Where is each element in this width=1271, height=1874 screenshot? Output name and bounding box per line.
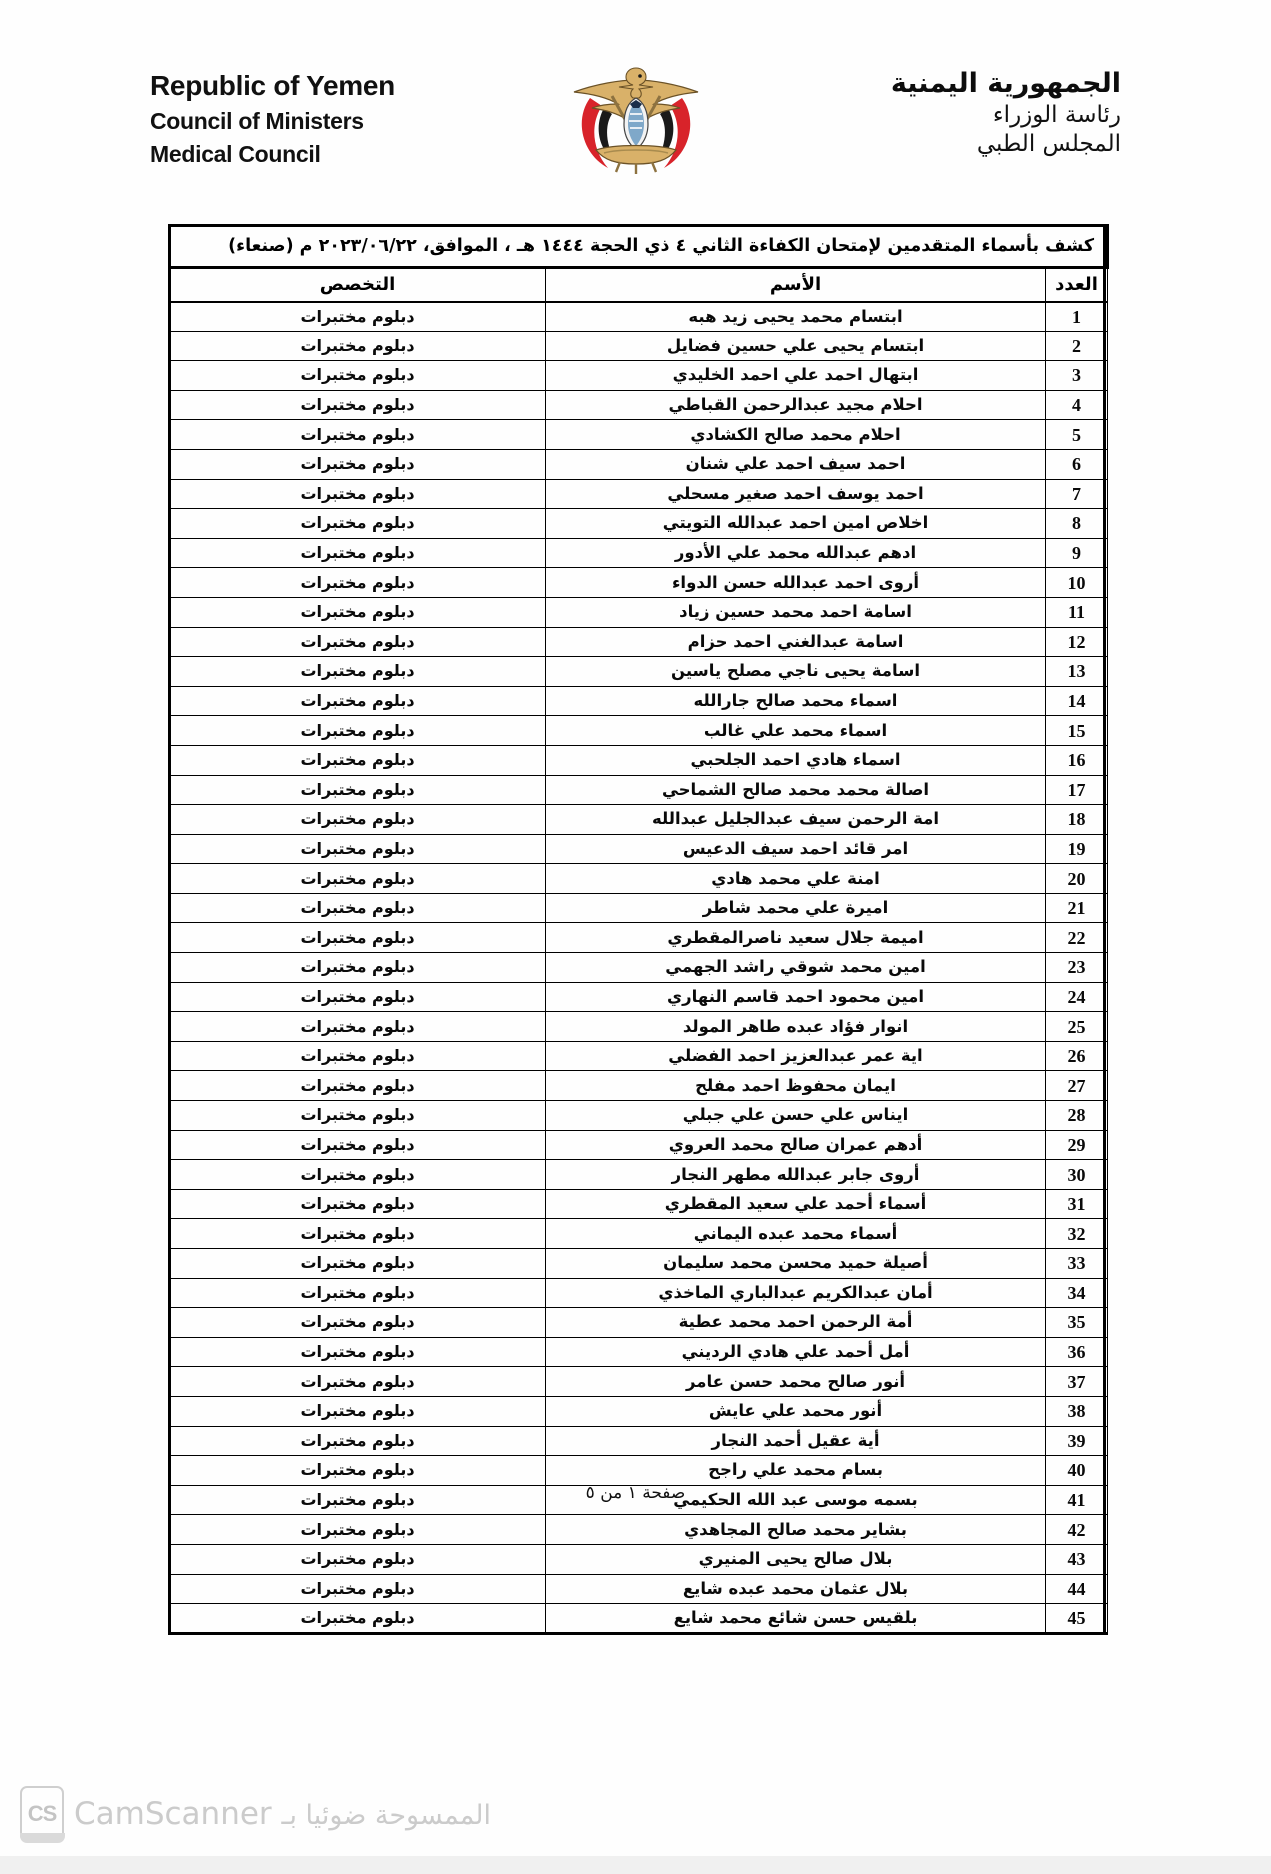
cell-number: 42 [1046, 1515, 1108, 1545]
cell-candidate-name: أدهم عمران صالح محمد العروي [546, 1130, 1046, 1160]
cell-candidate-name: اصالة محمد محمد صالح الشماحي [546, 775, 1046, 805]
cell-number: 41 [1046, 1485, 1108, 1515]
cell-specialization: دبلوم مختبرات [170, 1278, 546, 1308]
cell-number: 5 [1046, 420, 1108, 450]
cell-candidate-name: اسامة يحيى ناجي مصلح ياسين [546, 657, 1046, 687]
table-row [170, 834, 1108, 864]
cell-candidate-name: أية عقيل أحمد النجار [546, 1426, 1046, 1456]
table-row [170, 1396, 1108, 1426]
cell-candidate-name: بلال صالح يحيى المنيري [546, 1544, 1046, 1574]
cell-number: 28 [1046, 1101, 1108, 1131]
cell-candidate-name: بلال عثمان محمد عبده شايع [546, 1574, 1046, 1604]
header-english-block [150, 62, 395, 168]
cell-specialization: دبلوم مختبرات [170, 716, 546, 746]
table-row [170, 893, 1108, 923]
header-ar-line3: المجلس الطبي [976, 131, 1121, 157]
camscanner-logo-icon [20, 1786, 64, 1842]
cell-specialization: دبلوم مختبرات [170, 1544, 546, 1574]
table-row [170, 1426, 1108, 1456]
cell-candidate-name: امين محمود احمد قاسم النهاري [546, 982, 1046, 1012]
cell-number: 17 [1046, 775, 1108, 805]
cell-specialization: دبلوم مختبرات [170, 1041, 546, 1071]
page-number-footer: صفحة ١ من ٥ [585, 1483, 686, 1503]
table-row [170, 449, 1108, 479]
cell-number: 15 [1046, 716, 1108, 746]
table-row [170, 479, 1108, 509]
cell-specialization: دبلوم مختبرات [170, 568, 546, 598]
cell-candidate-name: أمة الرحمن احمد محمد عطية [546, 1308, 1046, 1338]
cell-number: 13 [1046, 657, 1108, 687]
scan-bottom-strip [0, 1856, 1271, 1874]
cell-candidate-name: امين محمد شوقي راشد الجهمي [546, 953, 1046, 983]
cell-candidate-name: أسماء أحمد علي سعيد المقطري [546, 1189, 1046, 1219]
cell-specialization: دبلوم مختبرات [170, 1337, 546, 1367]
cell-specialization: دبلوم مختبرات [170, 1071, 546, 1101]
cell-specialization: دبلوم مختبرات [170, 627, 546, 657]
cell-number: 19 [1046, 834, 1108, 864]
table-row [170, 1219, 1108, 1249]
table-row [170, 1308, 1108, 1338]
cell-specialization: دبلوم مختبرات [170, 982, 546, 1012]
cell-number: 32 [1046, 1219, 1108, 1249]
header-en-line2: Council of Ministers [150, 108, 364, 134]
cell-candidate-name: أروى جابر عبدالله مطهر النجار [546, 1160, 1046, 1190]
cell-candidate-name: أمان عبدالكريم عبدالباري الماخذي [546, 1278, 1046, 1308]
cell-number: 34 [1046, 1278, 1108, 1308]
cell-candidate-name: ايمان محفوظ احمد مفلح [546, 1071, 1046, 1101]
cell-candidate-name: اية عمر عبدالعزيز احمد الفضلي [546, 1041, 1046, 1071]
cell-candidate-name: احمد سيف احمد علي شنان [546, 449, 1046, 479]
column-header-specialization: التخصص [170, 268, 546, 302]
cell-number: 12 [1046, 627, 1108, 657]
table-row [170, 509, 1108, 539]
cell-number: 36 [1046, 1337, 1108, 1367]
cell-number: 16 [1046, 745, 1108, 775]
cell-number: 33 [1046, 1249, 1108, 1279]
cell-specialization: دبلوم مختبرات [170, 893, 546, 923]
cell-candidate-name: أمل أحمد علي هادي الرديني [546, 1337, 1046, 1367]
camscanner-watermark [20, 1786, 491, 1842]
cell-specialization: دبلوم مختبرات [170, 390, 546, 420]
cell-specialization: دبلوم مختبرات [170, 1308, 546, 1338]
cell-specialization: دبلوم مختبرات [170, 361, 546, 391]
cell-number: 3 [1046, 361, 1108, 391]
table-row [170, 716, 1108, 746]
cell-number: 37 [1046, 1367, 1108, 1397]
table-row [170, 1249, 1108, 1279]
table-row [170, 361, 1108, 391]
table-row [170, 597, 1108, 627]
cell-specialization: دبلوم مختبرات [170, 686, 546, 716]
table-row [170, 1515, 1108, 1545]
cell-candidate-name: ادهم عبدالله محمد علي الأدور [546, 538, 1046, 568]
cell-specialization: دبلوم مختبرات [170, 1426, 546, 1456]
cell-specialization: دبلوم مختبرات [170, 538, 546, 568]
cell-specialization: دبلوم مختبرات [170, 1604, 546, 1634]
table-row [170, 686, 1108, 716]
table-row [170, 864, 1108, 894]
cell-candidate-name: بسام محمد علي راجح [546, 1456, 1046, 1486]
cell-number: 6 [1046, 449, 1108, 479]
cell-specialization: دبلوم مختبرات [170, 1189, 546, 1219]
cell-number: 9 [1046, 538, 1108, 568]
table-row [170, 538, 1108, 568]
table-row [170, 1160, 1108, 1190]
cell-candidate-name: امر قائد احمد سيف الدعيس [546, 834, 1046, 864]
cell-specialization: دبلوم مختبرات [170, 1574, 546, 1604]
table-row [170, 390, 1108, 420]
camscanner-caption [74, 1796, 491, 1832]
table-row [170, 302, 1108, 332]
cell-number: 40 [1046, 1456, 1108, 1486]
cell-number: 24 [1046, 982, 1108, 1012]
cell-candidate-name: اسامة عبدالغني احمد حزام [546, 627, 1046, 657]
cell-specialization: دبلوم مختبرات [170, 479, 546, 509]
cell-specialization: دبلوم مختبرات [170, 775, 546, 805]
cell-specialization: دبلوم مختبرات [170, 923, 546, 953]
cell-candidate-name: اسامة احمد محمد حسين زياد [546, 597, 1046, 627]
cell-number: 39 [1046, 1426, 1108, 1456]
table-row [170, 331, 1108, 361]
table-row [170, 775, 1108, 805]
cell-number: 45 [1046, 1604, 1108, 1634]
table-title-row [170, 226, 1108, 268]
candidates-table [168, 224, 1109, 1635]
cell-candidate-name: ابتسام محمد يحيى زيد هبه [546, 302, 1046, 332]
cell-number: 14 [1046, 686, 1108, 716]
cell-candidate-name: أنور محمد علي عايش [546, 1396, 1046, 1426]
cell-specialization: دبلوم مختبرات [170, 1485, 546, 1515]
camscanner-brand: CamScanner [74, 1796, 272, 1832]
cell-specialization: دبلوم مختبرات [170, 745, 546, 775]
table-row [170, 1574, 1108, 1604]
cell-candidate-name: ابتهال احمد علي احمد الخليدي [546, 361, 1046, 391]
cell-number: 30 [1046, 1160, 1108, 1190]
cell-candidate-name: اميمة جلال سعيد ناصرالمقطري [546, 923, 1046, 953]
cell-candidate-name: ابتسام يحيى علي حسين فضايل [546, 331, 1046, 361]
table-row [170, 627, 1108, 657]
cell-number: 10 [1046, 568, 1108, 598]
cell-specialization: دبلوم مختبرات [170, 1012, 546, 1042]
cell-candidate-name: بلقيس حسن شائع محمد شايع [546, 1604, 1046, 1634]
cell-candidate-name: أسماء محمد عبده اليماني [546, 1219, 1046, 1249]
cell-specialization: دبلوم مختبرات [170, 331, 546, 361]
cell-specialization: دبلوم مختبرات [170, 657, 546, 687]
cell-candidate-name: احمد يوسف احمد صغير مسحلي [546, 479, 1046, 509]
cell-candidate-name: احلام محمد صالح الكشادي [546, 420, 1046, 450]
table-row [170, 923, 1108, 953]
cell-specialization: دبلوم مختبرات [170, 597, 546, 627]
cell-candidate-name: ايناس علي حسن علي جبلي [546, 1101, 1046, 1131]
cell-specialization: دبلوم مختبرات [170, 1101, 546, 1131]
candidates-table-container [168, 224, 1106, 1635]
cell-number: 4 [1046, 390, 1108, 420]
cell-candidate-name: اسماء محمد صالح جارالله [546, 686, 1046, 716]
cell-number: 29 [1046, 1130, 1108, 1160]
cell-candidate-name: اخلاص امين احمد عبدالله التويتي [546, 509, 1046, 539]
cell-specialization: دبلوم مختبرات [170, 1515, 546, 1545]
cell-specialization: دبلوم مختبرات [170, 1367, 546, 1397]
table-row [170, 657, 1108, 687]
column-header-number: العدد [1046, 268, 1108, 302]
cell-number: 11 [1046, 597, 1108, 627]
cell-candidate-name: اسماء هادي احمد الجلحبي [546, 745, 1046, 775]
table-row [170, 1456, 1108, 1486]
cell-number: 25 [1046, 1012, 1108, 1042]
cell-number: 23 [1046, 953, 1108, 983]
table-row [170, 1012, 1108, 1042]
cell-specialization: دبلوم مختبرات [170, 864, 546, 894]
cell-number: 43 [1046, 1544, 1108, 1574]
table-head [170, 226, 1108, 302]
table-row [170, 420, 1108, 450]
cell-specialization: دبلوم مختبرات [170, 1396, 546, 1426]
cell-number: 1 [1046, 302, 1108, 332]
table-row [170, 953, 1108, 983]
cell-candidate-name: انوار فؤاد عبده طاهر المولد [546, 1012, 1046, 1042]
cell-number: 27 [1046, 1071, 1108, 1101]
cell-candidate-name: أنور صالح محمد حسن عامر [546, 1367, 1046, 1397]
table-row [170, 805, 1108, 835]
cell-candidate-name: بسمه موسى عبد الله الحكيمي [546, 1485, 1046, 1515]
cell-number: 31 [1046, 1189, 1108, 1219]
camscanner-logo-text: CS [27, 1801, 57, 1826]
cell-number: 8 [1046, 509, 1108, 539]
table-row [170, 1604, 1108, 1634]
cell-candidate-name: احلام مجيد عبدالرحمن القباطي [546, 390, 1046, 420]
cell-number: 18 [1046, 805, 1108, 835]
table-row [170, 1367, 1108, 1397]
table-row [170, 745, 1108, 775]
table-row [170, 1544, 1108, 1574]
cell-candidate-name: امنة علي محمد هادي [546, 864, 1046, 894]
header-arabic-block [891, 62, 1121, 157]
table-row [170, 982, 1108, 1012]
table-row [170, 1278, 1108, 1308]
cell-specialization: دبلوم مختبرات [170, 1160, 546, 1190]
cell-candidate-name: بشاير محمد صالح المجاهدي [546, 1515, 1046, 1545]
cell-specialization: دبلوم مختبرات [170, 420, 546, 450]
table-row [170, 1130, 1108, 1160]
cell-number: 44 [1046, 1574, 1108, 1604]
cell-specialization: دبلوم مختبرات [170, 1130, 546, 1160]
cell-candidate-name: امة الرحمن سيف عبدالجليل عبدالله [546, 805, 1046, 835]
cell-number: 22 [1046, 923, 1108, 953]
column-header-name: الأسم [546, 268, 1046, 302]
table-row [170, 1041, 1108, 1071]
cell-specialization: دبلوم مختبرات [170, 302, 546, 332]
table-row [170, 1071, 1108, 1101]
cell-specialization: دبلوم مختبرات [170, 1219, 546, 1249]
header-en-line3: Medical Council [150, 141, 321, 167]
cell-specialization: دبلوم مختبرات [170, 805, 546, 835]
header-en-line1: Republic of Yemen [150, 70, 395, 101]
header-ar-line2: رئاسة الوزراء [992, 102, 1121, 128]
table-title: كشف بأسماء المتقدمين لإمتحان الكفاءة الثاني ٤ ذي الحجة ١٤٤٤ هـ ، الموافق، ٢٠٢٣/٠٦/٢٢ م (صنعاء) [170, 226, 1108, 268]
cell-specialization: دبلوم مختبرات [170, 953, 546, 983]
table-row [170, 1189, 1108, 1219]
table-row [170, 1101, 1108, 1131]
cell-candidate-name: أروى احمد عبدالله حسن الدواء [546, 568, 1046, 598]
yemen-national-emblem-icon [556, 58, 716, 180]
cell-specialization: دبلوم مختبرات [170, 449, 546, 479]
cell-candidate-name: اميرة علي محمد شاطر [546, 893, 1046, 923]
camscanner-arabic-caption: الممسوحة ضوئيا بـ [281, 1800, 492, 1831]
cell-number: 2 [1046, 331, 1108, 361]
cell-specialization: دبلوم مختبرات [170, 509, 546, 539]
cell-number: 21 [1046, 893, 1108, 923]
table-row [170, 568, 1108, 598]
cell-specialization: دبلوم مختبرات [170, 834, 546, 864]
cell-candidate-name: أصيلة حميد محسن محمد سليمان [546, 1249, 1046, 1279]
table-body [170, 302, 1108, 1634]
cell-number: 26 [1046, 1041, 1108, 1071]
cell-specialization: دبلوم مختبرات [170, 1456, 546, 1486]
cell-number: 7 [1046, 479, 1108, 509]
cell-candidate-name: اسماء محمد علي غالب [546, 716, 1046, 746]
cell-number: 20 [1046, 864, 1108, 894]
cell-number: 38 [1046, 1396, 1108, 1426]
table-header-row [170, 268, 1108, 302]
cell-number: 35 [1046, 1308, 1108, 1338]
header-ar-line1: الجمهورية اليمنية [890, 68, 1121, 99]
cell-specialization: دبلوم مختبرات [170, 1249, 546, 1279]
table-row [170, 1337, 1108, 1367]
